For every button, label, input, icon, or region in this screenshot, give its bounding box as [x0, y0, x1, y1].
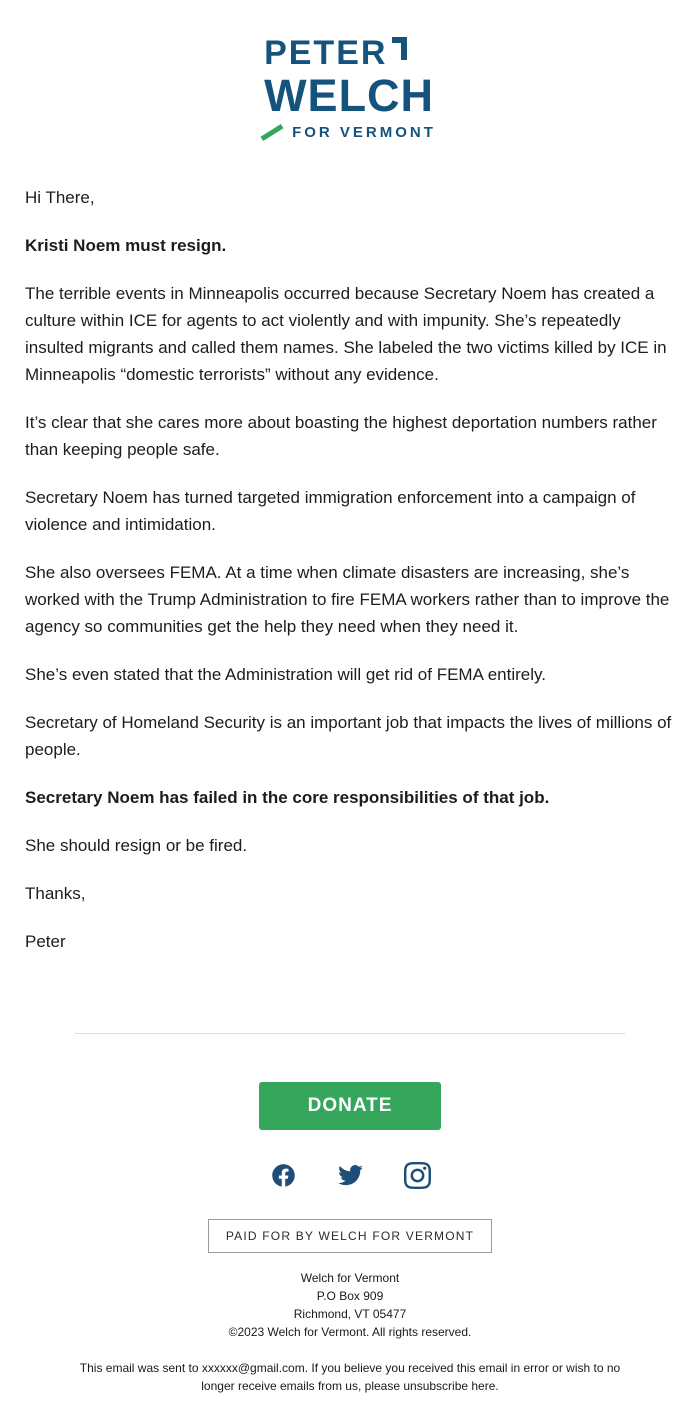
lead-statement: Kristi Noem must resign. [25, 236, 227, 255]
logo-text-welch: WELCH [264, 70, 435, 121]
paragraph: The terrible events in Minneapolis occurred because Secretary Noem has created a culture within ICE for agents to act violently and with impunity. She’s repeatedly insulted migrants and called them names. She labeled the two victims killed by ICE in Minneapolis “domestic terrorists” without any evidence. [25, 284, 667, 384]
donate-row [0, 1082, 700, 1130]
paragraph: She’s even stated that the Administration will get rid of FEMA entirely. [25, 665, 546, 684]
paid-for-row [0, 1219, 700, 1253]
social-icons-row [0, 1162, 700, 1189]
paragraph: She also oversees FEMA. At a time when climate disasters are increasing, she’s worked with the Trump Administration to fire FEMA workers rather than to improve the agency so communities get the help they need when they need it. [25, 563, 670, 636]
unsubscribe-link[interactable]: unsubscribe here [403, 1379, 496, 1393]
paid-for-box: PAID FOR BY WELCH FOR VERMONT [208, 1219, 492, 1253]
signature: Peter [25, 932, 66, 951]
instagram-icon[interactable] [404, 1162, 431, 1189]
logo-bracket-icon [392, 37, 407, 60]
campaign-logo [264, 36, 436, 140]
facebook-icon[interactable] [270, 1162, 297, 1189]
greeting: Hi There, [25, 188, 95, 207]
closing: Thanks, [25, 884, 86, 903]
address-line-org: Welch for Vermont [300, 1271, 400, 1285]
address-line-pobox: P.O Box 909 [316, 1289, 384, 1303]
address-line-copyright: ©2023 Welch for Vermont. All rights reserved. [228, 1325, 472, 1339]
paragraph: It’s clear that she cares more about boasting the highest deportation numbers rather than keeping people safe. [25, 413, 657, 459]
donate-button[interactable]: DONATE [259, 1082, 442, 1130]
address-line-city: Richmond, VT 05477 [293, 1307, 407, 1321]
logo-text-forvermont: FOR VERMONT [292, 124, 436, 141]
logo-row-forvermont [264, 125, 436, 140]
address-block [0, 1269, 700, 1341]
footer-divider [75, 1033, 625, 1034]
twitter-icon[interactable] [337, 1162, 364, 1189]
logo-row-peter [264, 36, 436, 70]
paragraph: She should resign or be fired. [25, 836, 248, 855]
paragraph: Secretary of Homeland Security is an important job that impacts the lives of millions of people. [25, 713, 672, 759]
fine-print-period: . [495, 1379, 499, 1393]
logo-text-peter: PETER [264, 34, 388, 72]
email-body [0, 36, 700, 1415]
logo-check-icon [261, 124, 284, 141]
letter-body [0, 140, 700, 955]
fine-print [68, 1359, 633, 1415]
fine-print-text: This email was sent to xxxxxx@gmail.com. If you believe you received this email in error or wish to no longer receive emails from us, please [79, 1361, 621, 1393]
paragraph: Secretary Noem has turned targeted immigration enforcement into a campaign of violence and intimidation. [25, 488, 636, 534]
emphasis-statement: Secretary Noem has failed in the core responsibilities of that job. [25, 788, 550, 807]
